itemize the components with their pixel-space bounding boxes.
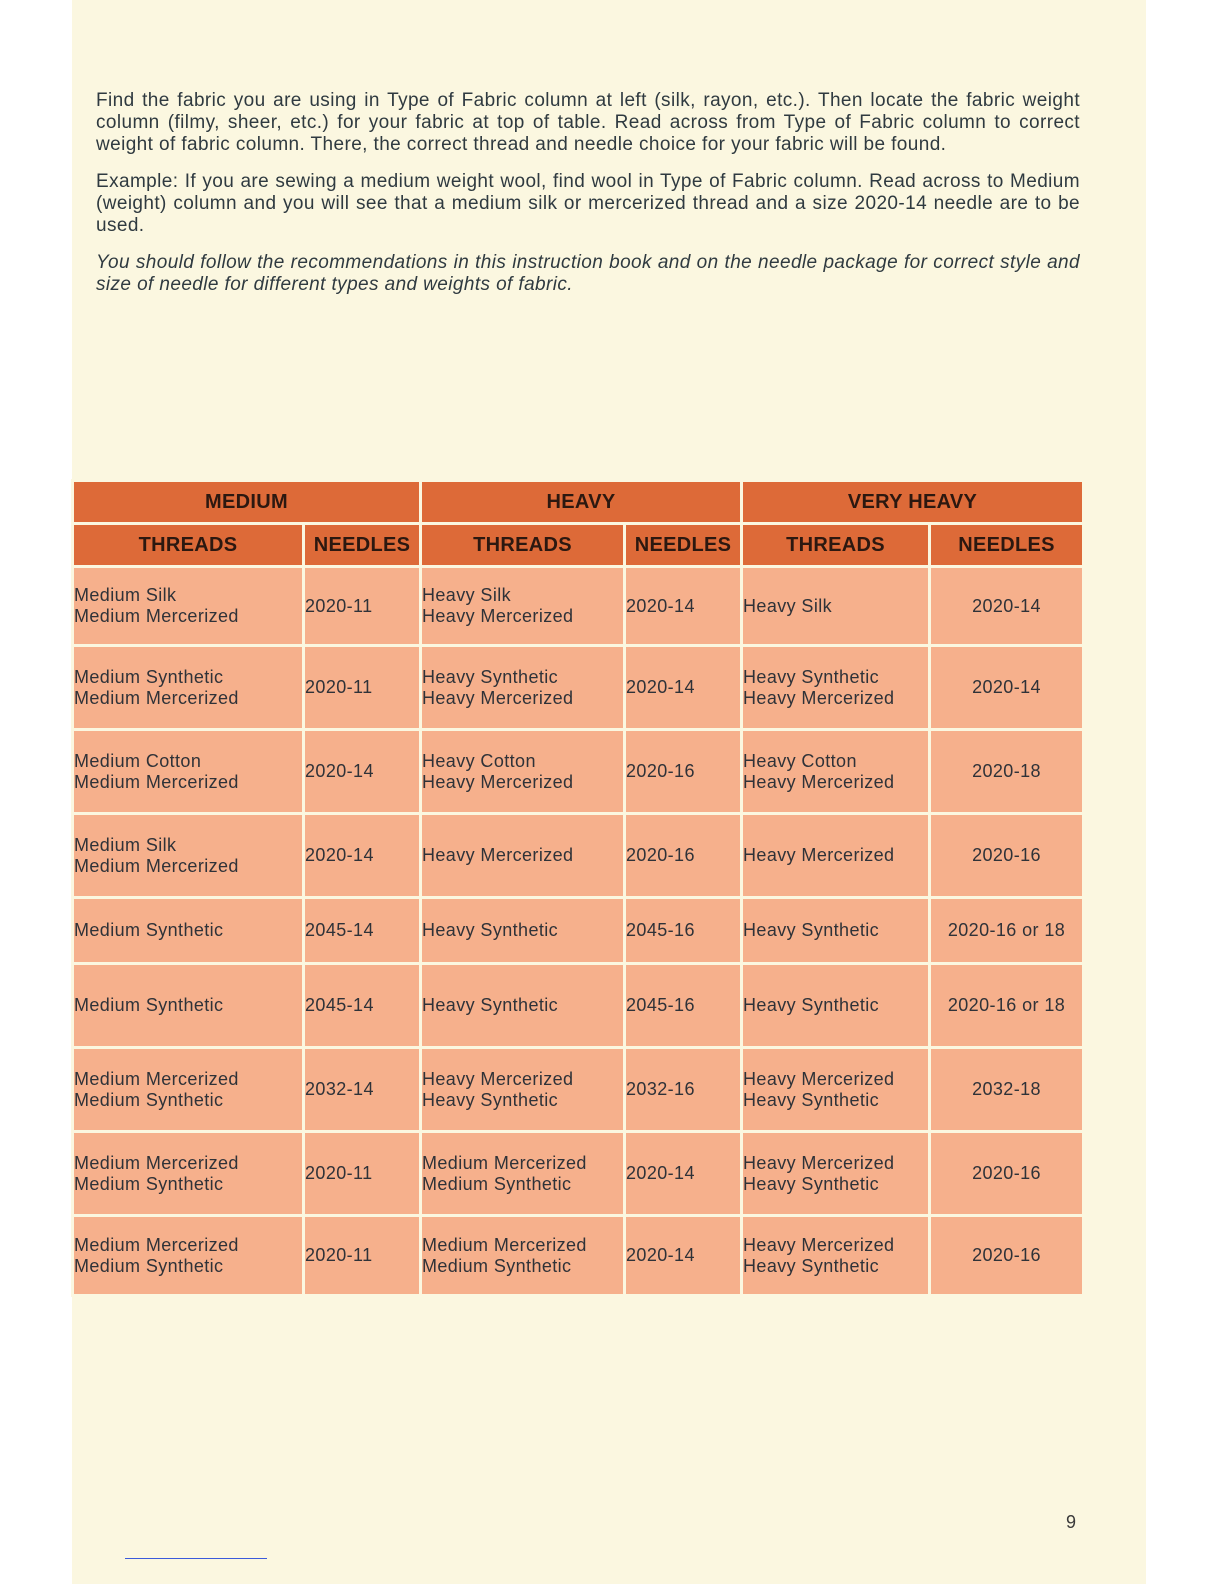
very-heavy-thread-cell: [742, 898, 930, 964]
sub-header-very-heavy-threads: THREADS: [742, 524, 930, 567]
very-heavy-thread-cell: [742, 814, 930, 898]
thread-line: Medium Synthetic: [74, 995, 224, 1015]
recommendation-paragraph: You should follow the recommendations in this instruction book and on the needle package for correct style and size of needle for different types and weights of fabric.: [96, 252, 1080, 295]
table-row: [73, 1048, 1084, 1132]
thread-line: Heavy Mercerized: [743, 771, 895, 792]
medium-thread-cell: [73, 1216, 304, 1296]
thread-line: Medium Synthetic: [74, 1173, 224, 1194]
thread-line: Heavy Mercerized: [743, 687, 895, 708]
thread-line: Medium Mercerized: [422, 1234, 587, 1255]
thread-line: Heavy Synthetic: [422, 920, 559, 940]
instructions-text: [96, 90, 1080, 311]
very-heavy-needle-cell: 2020-16: [930, 1132, 1084, 1216]
thread-line: Medium Synthetic: [74, 1089, 224, 1110]
group-header-heavy: HEAVY: [421, 481, 742, 524]
table-row: [73, 730, 1084, 814]
table-row: [73, 646, 1084, 730]
thread-line: Medium Mercerized: [74, 606, 239, 626]
medium-thread-cell: [73, 898, 304, 964]
very-heavy-needle-cell: 2020-18: [930, 730, 1084, 814]
thread-line: Medium Mercerized: [422, 1152, 587, 1173]
medium-needle-cell: 2020-11: [304, 646, 421, 730]
page-number: 9: [1066, 1512, 1077, 1532]
thread-line: Heavy Synthetic: [422, 666, 559, 687]
thread-line: Medium Silk: [74, 834, 177, 855]
table-row: [73, 964, 1084, 1048]
heavy-needle-cell: 2045-16: [625, 898, 742, 964]
sub-header-medium-threads: THREADS: [73, 524, 304, 567]
medium-needle-cell: 2020-11: [304, 567, 421, 646]
group-header-row: [73, 481, 1084, 524]
sub-header-heavy-threads: THREADS: [421, 524, 625, 567]
thread-line: Heavy Silk: [743, 595, 833, 616]
thread-line: Medium Silk: [74, 585, 177, 605]
heavy-needle-cell: 2020-14: [625, 567, 742, 646]
thread-line: Heavy Cotton: [422, 750, 536, 771]
thread-line: Heavy Synthetic: [743, 666, 880, 687]
thread-line: Medium Mercerized: [74, 1068, 239, 1089]
table-row: [73, 898, 1084, 964]
thread-line: Medium Cotton: [74, 750, 202, 771]
thread-line: Medium Mercerized: [74, 771, 239, 792]
medium-thread-cell: [73, 1048, 304, 1132]
medium-needle-cell: 2020-14: [304, 814, 421, 898]
very-heavy-thread-cell: [742, 964, 930, 1048]
thread-line: Heavy Mercerized: [422, 606, 574, 626]
very-heavy-needle-cell: 2020-16 or 18: [930, 964, 1084, 1048]
thread-line: Heavy Synthetic: [422, 995, 559, 1015]
example-paragraph: Example: If you are sewing a medium weight wool, find wool in Type of Fabric column. Read across to Medium (weight) column and you will see that a medium silk or mercerized thread and a size 2020-14 needle are to be used.: [96, 171, 1080, 236]
very-heavy-thread-cell: [742, 1132, 930, 1216]
medium-thread-cell: [73, 730, 304, 814]
very-heavy-thread-cell: [742, 646, 930, 730]
medium-needle-cell: 2045-14: [304, 964, 421, 1048]
table-body: [73, 567, 1084, 1296]
thread-line: Heavy Mercerized: [422, 687, 574, 708]
thread-line: Medium Synthetic: [422, 1255, 572, 1276]
very-heavy-thread-cell: [742, 1048, 930, 1132]
heavy-thread-cell: [421, 898, 625, 964]
medium-needle-cell: 2020-14: [304, 730, 421, 814]
thread-line: Heavy Mercerized: [743, 1234, 895, 1255]
heavy-thread-cell: [421, 567, 625, 646]
medium-needle-cell: 2032-14: [304, 1048, 421, 1132]
sub-header-very-heavy-needles: NEEDLES: [930, 524, 1084, 567]
underline-mark: [125, 1558, 267, 1559]
table-row: [73, 1216, 1084, 1296]
thread-line: Heavy Mercerized: [422, 1068, 574, 1089]
medium-thread-cell: [73, 1132, 304, 1216]
thread-line: Heavy Synthetic: [422, 1089, 559, 1110]
very-heavy-needle-cell: 2020-16 or 18: [930, 898, 1084, 964]
sub-header-heavy-needles: NEEDLES: [625, 524, 742, 567]
thread-line: Medium Synthetic: [74, 1255, 224, 1276]
heavy-needle-cell: 2020-16: [625, 814, 742, 898]
thread-line: Heavy Synthetic: [743, 1255, 880, 1276]
thread-line: Medium Mercerized: [74, 687, 239, 708]
table-row: [73, 1132, 1084, 1216]
instruction-paragraph-1: Find the fabric you are using in Type of Fabric column at left (silk, rayon, etc.). Then locate the fabric weight column (filmy, sheer, etc.) for your fabric at top of table. Read across from Type of Fabric column to correct weight of fabric column. There, the correct thread and needle choice for your fabric will be found.: [96, 90, 1080, 155]
medium-needle-cell: 2020-11: [304, 1132, 421, 1216]
medium-thread-cell: [73, 646, 304, 730]
thread-line: Medium Synthetic: [422, 1173, 572, 1194]
heavy-thread-cell: [421, 1216, 625, 1296]
thread-line: Heavy Mercerized: [743, 1152, 895, 1173]
medium-needle-cell: 2045-14: [304, 898, 421, 964]
thread-line: Medium Synthetic: [74, 666, 224, 687]
medium-needle-cell: 2020-11: [304, 1216, 421, 1296]
heavy-thread-cell: [421, 964, 625, 1048]
heavy-needle-cell: 2020-16: [625, 730, 742, 814]
medium-thread-cell: [73, 964, 304, 1048]
medium-thread-cell: [73, 814, 304, 898]
thread-line: Heavy Silk: [422, 585, 512, 605]
very-heavy-needle-cell: 2032-18: [930, 1048, 1084, 1132]
thread-line: Heavy Cotton: [743, 750, 857, 771]
thread-line: Heavy Mercerized: [422, 771, 574, 792]
sub-header-medium-needles: NEEDLES: [304, 524, 421, 567]
group-header-medium: MEDIUM: [73, 481, 421, 524]
heavy-needle-cell: 2020-14: [625, 1132, 742, 1216]
heavy-thread-cell: [421, 814, 625, 898]
sub-header-row: [73, 524, 1084, 567]
very-heavy-needle-cell: 2020-14: [930, 567, 1084, 646]
very-heavy-thread-cell: [742, 1216, 930, 1296]
very-heavy-needle-cell: 2020-14: [930, 646, 1084, 730]
very-heavy-needle-cell: 2020-16: [930, 814, 1084, 898]
thread-line: Heavy Synthetic: [743, 920, 880, 940]
thread-line: Heavy Mercerized: [743, 845, 895, 865]
heavy-needle-cell: 2045-16: [625, 964, 742, 1048]
thread-line: Heavy Mercerized: [422, 845, 574, 865]
group-header-very-heavy: VERY HEAVY: [742, 481, 1084, 524]
thread-line: Medium Mercerized: [74, 1152, 239, 1173]
thread-line: Heavy Mercerized: [743, 1068, 895, 1089]
thread-needle-table: [71, 479, 1085, 1297]
thread-line: Heavy Synthetic: [743, 995, 880, 1015]
thread-line: Medium Mercerized: [74, 855, 239, 876]
thread-line: Medium Synthetic: [74, 920, 224, 940]
very-heavy-needle-cell: 2020-16: [930, 1216, 1084, 1296]
heavy-needle-cell: 2020-14: [625, 646, 742, 730]
table-row: [73, 567, 1084, 646]
heavy-needle-cell: 2020-14: [625, 1216, 742, 1296]
medium-thread-cell: [73, 567, 304, 646]
heavy-thread-cell: [421, 646, 625, 730]
heavy-needle-cell: 2032-16: [625, 1048, 742, 1132]
thread-line: Heavy Synthetic: [743, 1089, 880, 1110]
table-row: [73, 814, 1084, 898]
heavy-thread-cell: [421, 1048, 625, 1132]
thread-line: Heavy Synthetic: [743, 1173, 880, 1194]
heavy-thread-cell: [421, 730, 625, 814]
thread-line: Medium Mercerized: [74, 1234, 239, 1255]
very-heavy-thread-cell: [742, 567, 930, 646]
very-heavy-thread-cell: [742, 730, 930, 814]
heavy-thread-cell: [421, 1132, 625, 1216]
